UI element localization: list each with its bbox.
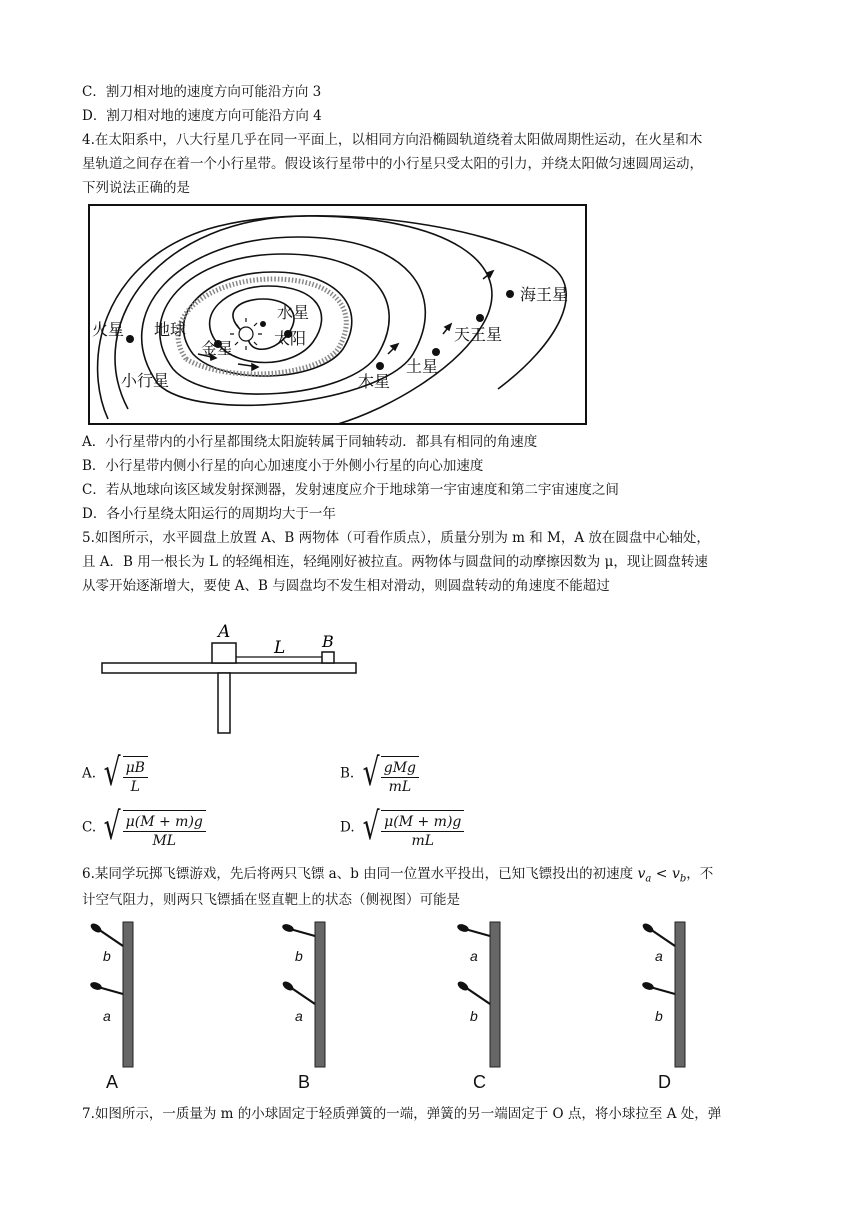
q5-stem-line3: 从零开始逐渐增大，要使 A、B 与圆盘均不发生相对滑动，则圆盘转动的角速度不能超过 xyxy=(82,578,610,594)
dart-target-figure xyxy=(88,920,148,1070)
dart-label-bottom: a xyxy=(295,1008,303,1024)
q4-stem-line3: 下列说法正确的是 xyxy=(82,180,190,196)
dart-panel xyxy=(640,920,700,1100)
q4-option-d: D．各小行星绕太阳运行的周期均大于一年 xyxy=(82,506,336,522)
panel-caption: C xyxy=(473,1072,486,1092)
solar-system-figure xyxy=(88,204,588,426)
q4-option-a: A．小行星带内的小行星都围绕太阳旋转属于同轴转动．都具有相同的角速度 xyxy=(82,434,538,450)
label-tianwangxing: 天王星 xyxy=(454,325,503,344)
label-b: B xyxy=(322,632,334,651)
dart xyxy=(641,922,675,946)
label-haiwangxing: 海王星 xyxy=(520,285,569,304)
q5-stem-line2: 且 A．B 用一根长为 L 的轻绳相连，轻绳刚好被拉直。两物体与圆盘间的动摩擦因数为 μ，现让圆盘转速 xyxy=(82,554,708,570)
turntable-figure xyxy=(100,616,362,738)
dart-label-top: b xyxy=(103,948,111,964)
q4-option-b: B．小行星带内侧小行星的向心加速度小于外侧小行星的向心加速度 xyxy=(82,458,484,474)
label-diqiu: 地球 xyxy=(154,320,187,339)
label-shuixing: 水星 xyxy=(277,303,310,322)
target-wall xyxy=(123,922,133,1067)
label-muxing: 木星 xyxy=(358,372,391,391)
q5-stem-line1: 5.如图所示，水平圆盘上放置 A、B 两物体（可看作质点），质量分别为 m 和 M，A 放在圆盘中心轴处， xyxy=(82,530,710,546)
dart-label-bottom: b xyxy=(470,1008,478,1024)
label-huoxing: 火星 xyxy=(92,320,125,339)
q4-stem-line1: 4.在太阳系中，八大行星几乎在同一平面上，以相同方向沿椭圆轨道绕着太阳做周期性运动，在火星和木 xyxy=(82,132,703,148)
dart-target-figure xyxy=(280,920,340,1070)
q3-option-c: C．割刀相对地的速度方向可能沿方向 3 xyxy=(82,84,322,100)
label-a: A xyxy=(218,622,231,642)
panel-caption: A xyxy=(106,1072,119,1092)
q6-stem-line2: 计空气阻力，则两只飞镖插在竖直靶上的状态（侧视图）可能是 xyxy=(82,892,460,908)
q3-option-d: D．割刀相对地的速度方向可能沿方向 4 xyxy=(82,108,322,124)
q6-stem-line1: 6.某同学玩掷飞镖游戏，先后将两只飞镖 a、b 由同一位置水平投出，已知飞镖投出的初速度 $v_a < v_b$，不 xyxy=(82,866,714,885)
q5-option-b: B. √ $\frac{\text{gMg}}{mL}$ xyxy=(340,752,419,796)
dart-label-top: a xyxy=(655,948,663,964)
label-jinxing: 金星 xyxy=(201,339,234,358)
dart-panel xyxy=(455,920,515,1100)
dart-label-top: b xyxy=(295,948,303,964)
q7-stem-line1: 7.如图所示，一质量为 m 的小球固定于轻质弹簧的一端，弹簧的另一端固定于 O 点，将小球拉至 A 处，弹 xyxy=(82,1106,722,1122)
target-wall xyxy=(315,922,325,1067)
q5-option-c: C. √ $\frac{\mu(M + m)g}{ML}$ xyxy=(82,806,206,850)
dart xyxy=(281,980,315,1004)
target-wall xyxy=(490,922,500,1067)
dart-panel xyxy=(88,920,148,1100)
dart-label-bottom: a xyxy=(103,1008,111,1024)
target-wall xyxy=(675,922,685,1067)
q5-option-a: A. √ $\frac{\mu B}{L}$ xyxy=(82,752,148,796)
q4-stem-line2: 星轨道之间存在着一个小行星带。假设该行星带中的小行星只受太阳的引力，并绕太阳做匀速圆周运动， xyxy=(82,156,703,172)
label-tuxing: 土星 xyxy=(406,357,439,376)
dart xyxy=(456,923,490,936)
label-taiyang: 太阳 xyxy=(274,329,307,348)
panel-caption: D xyxy=(658,1072,671,1092)
dart xyxy=(89,981,123,994)
label-xiaoxingxing: 小行星 xyxy=(121,371,170,390)
dart xyxy=(641,981,675,994)
dart xyxy=(281,923,315,936)
q4-option-c: C．若从地球向该区域发射探测器，发射速度应介于地球第一宇宙速度和第二宇宙速度之间 xyxy=(82,482,619,498)
dart-target-figure xyxy=(455,920,515,1070)
dart-target-figure xyxy=(640,920,700,1070)
dart xyxy=(456,980,490,1004)
dart-label-bottom: b xyxy=(655,1008,663,1024)
q5-option-d: D. √ $\frac{\mu(M + m)g}{mL}$ xyxy=(340,806,464,850)
dart xyxy=(89,922,123,946)
dart-panel xyxy=(280,920,340,1100)
label-l: L xyxy=(274,638,286,658)
dart-label-top: a xyxy=(470,948,478,964)
panel-caption: B xyxy=(298,1072,311,1092)
